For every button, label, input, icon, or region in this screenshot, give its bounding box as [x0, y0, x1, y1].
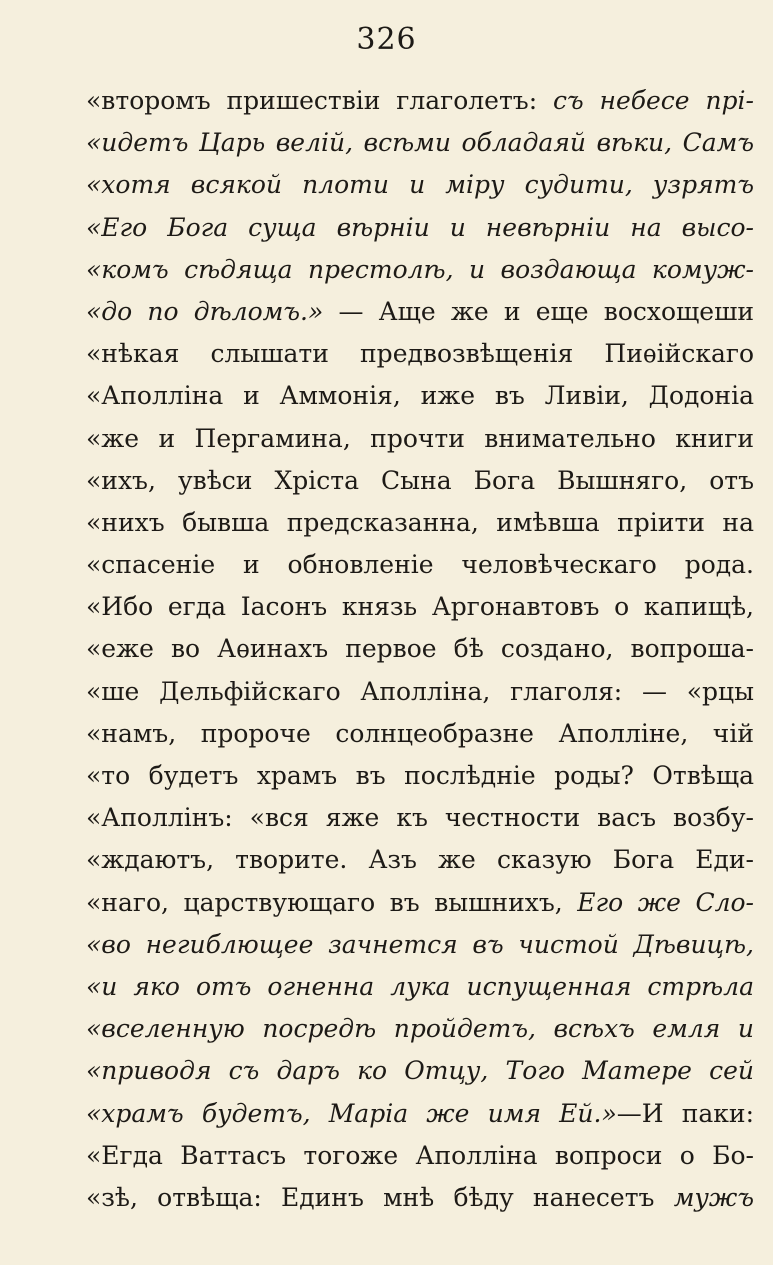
text-line: [86, 460, 754, 502]
italic-text-segment: «и яко отъ огненна лука испущенная стрѣла: [86, 971, 754, 1001]
text-segment: «второмъ пришествіи глаголетъ:: [86, 86, 553, 115]
italic-text-segment: мужъ: [673, 1182, 754, 1212]
text-segment: «нихъ бывша предсказанна, имѣвша пріити на: [86, 507, 754, 537]
text-line: [86, 122, 754, 164]
text-segment: —И паки:: [616, 1098, 754, 1128]
text-line: [86, 671, 754, 713]
page-number: 326: [356, 22, 417, 57]
italic-text-segment: съ небесе прі-: [552, 86, 754, 115]
text-line: [86, 291, 754, 333]
italic-text-segment: «комъ сѣдяща престолѣ, и воздающа комуж-: [86, 254, 754, 284]
text-segment: «нѣкая слышати предвозвѣщенія Пиѳійскаго: [86, 339, 754, 369]
italic-text-segment: «вселенную посредѣ пройдетъ, всѣхъ емля и: [86, 1014, 754, 1044]
text-line: [86, 333, 754, 375]
text-line: [86, 882, 754, 924]
text-segment: «наго, царствующаго въ вышнихъ,: [86, 887, 578, 917]
text-segment: «намъ, пророче солнцеобразне Аполліне, чій: [86, 718, 754, 748]
text-line: [86, 966, 754, 1008]
text-line: [86, 924, 754, 966]
text-line: [86, 80, 754, 122]
text-line: [86, 164, 754, 206]
text-line: [86, 628, 754, 670]
italic-text-segment: «храмъ будетъ, Маріа же имя Ей.»: [86, 1098, 617, 1128]
text-segment: — Аще же и еще восхощеши: [323, 296, 754, 326]
text-segment: «то будетъ храмъ въ послѣдніе роды? Отвѣща: [86, 761, 754, 790]
text-line: [86, 1008, 754, 1050]
text-line: [86, 713, 754, 755]
text-segment: «же и Пергамина, прочти внимательно книги: [86, 423, 754, 453]
text-segment: «спасеніе и обновленіе человѣческаго рода.: [86, 550, 754, 580]
italic-text-segment: «идетъ Царь велій, всѣми обладаяй вѣки, Самъ: [86, 128, 754, 158]
text-line: [86, 544, 754, 586]
text-segment: «Аполлінъ: «вся яже къ честности васъ возбу-: [86, 803, 754, 833]
text-segment: «ихъ, увѣси Хріста Сына Бога Вышняго, отъ: [86, 465, 754, 495]
text-segment: «Аполліна и Аммонія, иже въ Ливіи, Додоніа: [86, 381, 754, 411]
text-segment: «зѣ, отвѣща: Единъ мнѣ бѣду нанесетъ: [86, 1182, 674, 1212]
text-line: [86, 1050, 754, 1092]
text-line: [86, 502, 754, 544]
body-text: [86, 80, 754, 1219]
text-line: [86, 1177, 754, 1219]
text-line: [86, 375, 754, 417]
text-line: [86, 755, 754, 797]
text-line: [86, 1093, 754, 1135]
italic-text-segment: «до по дѣломъ.»: [86, 296, 324, 326]
italic-text-segment: «во негиблющее зачнется въ чистой Дѣвицѣ,: [86, 929, 754, 959]
text-segment: «Ибо егда Іасонъ князь Аргонавтовъ о капищѣ,: [86, 592, 754, 622]
text-line: [86, 249, 754, 291]
text-line: [86, 797, 754, 839]
text-line: [86, 418, 754, 460]
italic-text-segment: «хотя всякой плоти и міру судити, узрятъ: [86, 170, 754, 200]
text-segment: «ше Дельфійскаго Аполліна, глаголя: — «рцы: [86, 676, 754, 706]
text-line: [86, 207, 754, 249]
text-segment: «ждаютъ, творите. Азъ же сказую Бога Еди-: [86, 845, 754, 875]
italic-text-segment: «Его Бога суща вѣрніи и невѣрніи на высо-: [86, 212, 754, 242]
text-line: [86, 586, 754, 628]
italic-text-segment: Его же Сло-: [577, 887, 754, 917]
italic-text-segment: «приводя съ даръ ко Отцу, Того Матере сей: [86, 1056, 754, 1086]
text-line: [86, 839, 754, 881]
text-segment: «еже во Аѳинахъ первое бѣ создано, вопроша-: [86, 634, 754, 664]
text-segment: «Егда Ваттасъ тогоже Аполліна вопроси о Бо-: [86, 1140, 754, 1170]
text-line: [86, 1135, 754, 1177]
